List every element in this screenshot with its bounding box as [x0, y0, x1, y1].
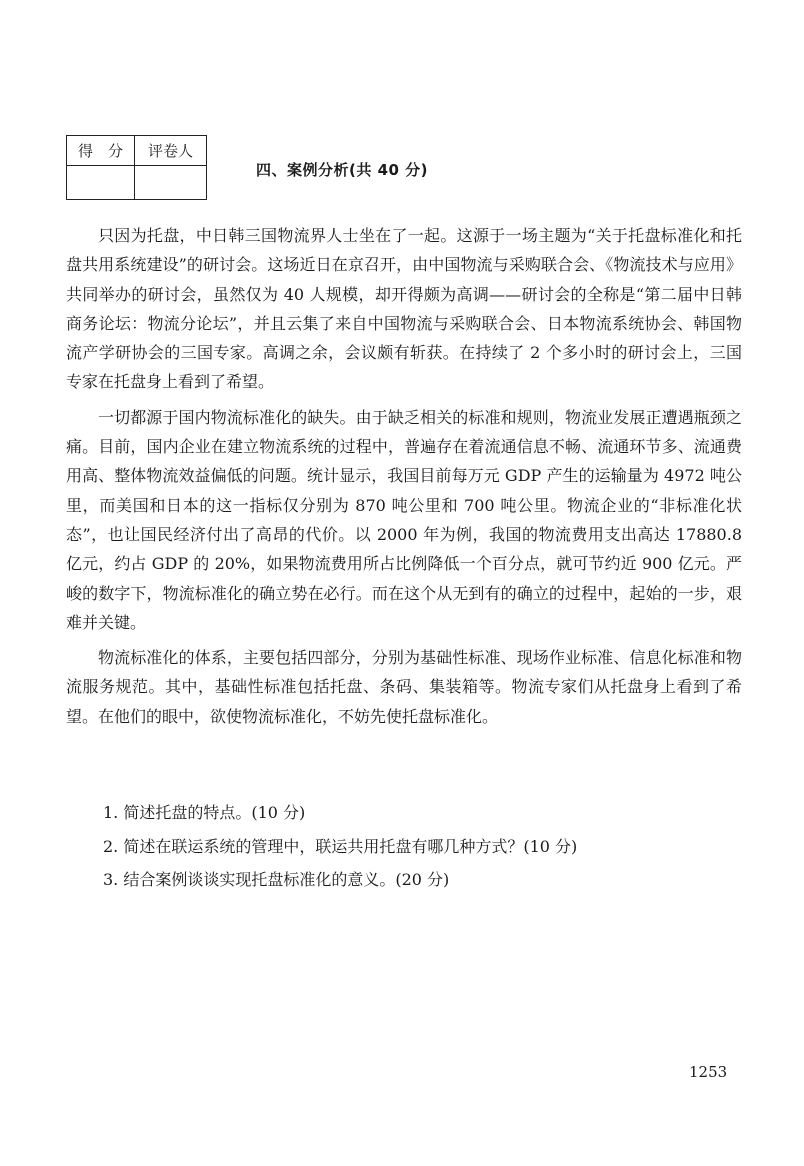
question-item: 2. 简述在联运系统的管理中，联运共用托盘有哪几种方式？(10 分)	[103, 836, 578, 856]
reviewer-cell	[135, 166, 207, 200]
case-text	[66, 221, 742, 737]
paragraph: 只因为托盘，中日韩三国物流界人士坐在了一起。这源于一场主题为“关于托盘标准化和托盘共用系统建设”的研讨会。这场近日在京召开，由中国物流与采购联合会、《物流技术与应用》共同举办的研讨会，虽然仅为 40 人规模，却开得颇为高调——研讨会的全称是“第二届中日韩商务论坛：物流分论坛”，并且云集了来自中国物流与采购联合会、日本物流系统协会、韩国物流产学研协会的三国专家。高调之余，会议颇有斩获。在持续了 2 个多小时的研讨会上，三国专家在托盘身上看到了希望。	[66, 226, 742, 392]
score-table-blank-row	[67, 166, 207, 200]
score-table	[66, 135, 207, 200]
score-header: 得 分	[67, 136, 135, 166]
score-table-header-row	[67, 136, 207, 166]
paragraph: 一切都源于国内物流标准化的缺失。由于缺乏相关的标准和规则，物流业发展正遭遇瓶颈之痛。目前，国内企业在建立物流系统的过程中，普遍存在着流通信息不畅、流通环节多、流通费用高、整体物流效益偏低的问题。统计显示，我国目前每万元 GDP 产生的运输量为 4972 吨公里，而美国和日本的这一指标仅分别为 870 吨公里和 700 吨公里。物流企业的“非标准化状态”，也让国民经济付出了高昂的代价。以 2000 年为例，我国的物流费用支出高达 17880.8 亿元，约占 GDP 的 20%，如果物流费用所占比例降低一个百分点，就可节约近 900 亿元。严峻的数字下，物流标准化的确立势在必行。而在这个从无到有的确立的过程中，起始的一步，艰难并关键。	[66, 407, 742, 632]
question-list	[103, 796, 577, 897]
question-item: 3. 结合案例谈谈实现托盘标准化的意义。(20 分)	[103, 870, 450, 889]
score-cell	[67, 166, 135, 200]
question-item: 1. 简述托盘的特点。(10 分)	[103, 803, 306, 822]
page-number: 1253	[689, 1063, 728, 1081]
section-title: 四、案例分析(共 40 分)	[256, 161, 429, 179]
paragraph: 物流标准化的体系，主要包括四部分，分别为基础性标准、现场作业标准、信息化标准和物流服务规范。其中，基础性标准包括托盘、条码、集装箱等。物流专家们从托盘身上看到了希望。在他们的眼中，欲使物流标准化，不妨先使托盘标准化。	[66, 648, 742, 726]
reviewer-header: 评卷人	[135, 136, 207, 166]
